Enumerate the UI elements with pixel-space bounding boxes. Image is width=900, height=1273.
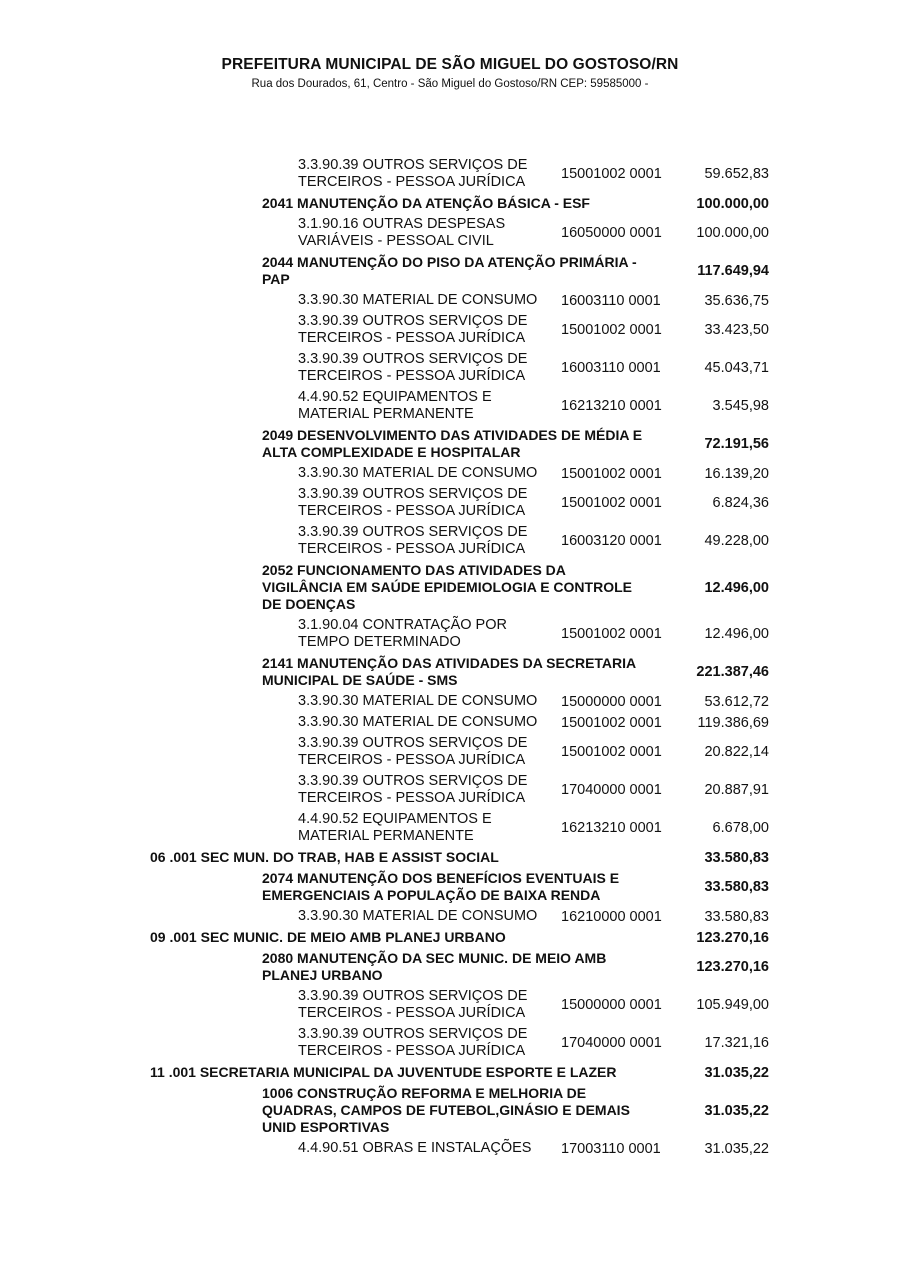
description-line: 3.3.90.30 MATERIAL DE CONSUMO [298,693,538,709]
description-line: 2141 MANUTENÇÃO DAS ATIVIDADES DA SECRETARIA [262,655,637,671]
source-code: 17040000 0001 [561,1035,662,1051]
description-line: TERCEIROS - PESSOA JURÍDICA [298,1043,526,1059]
amount-value: 16.139,20 [704,465,769,482]
action-row [150,425,775,463]
action-row [150,653,775,691]
description-line: TERCEIROS - PESSOA JURÍDICA [298,330,526,346]
row-description [298,313,553,347]
source-code: 15000000 0001 [561,997,662,1013]
amount-value: 33.423,50 [704,322,769,338]
action-row [150,1083,775,1138]
row-description [298,216,553,250]
amount-value: 59.652,83 [704,166,769,182]
action-row [150,560,775,615]
amount-value: 105.949,00 [696,997,769,1013]
source-code: 15001002 0001 [561,166,662,182]
expense-row [150,214,775,252]
amount-value: 20.822,14 [704,744,769,760]
amount-value: 117.649,94 [697,263,769,279]
expense-row [150,1138,775,1159]
action-row [150,252,775,290]
description-line: 2074 MANUTENÇÃO DOS BENEFÍCIOS EVENTUAIS E [262,870,620,886]
description-line: 3.1.90.16 OUTRAS DESPESAS [298,216,506,232]
expense-row [150,349,775,387]
amount-value: 20.887,91 [704,782,769,798]
description-line: 3.3.90.39 OUTROS SERVIÇOS DE [298,988,528,1004]
amount-value: 3.545,98 [712,398,769,414]
amount-value: 72.191,56 [704,436,769,452]
description-line: TERCEIROS - PESSOA JURÍDICA [298,1005,526,1021]
row-description [298,524,553,558]
expense-row [150,155,775,193]
description-line: 09 .001 SEC MUNIC. DE MEIO AMB PLANEJ URBANO [150,929,506,945]
description-line: 11 .001 SECRETARIA MUNICIPAL DA JUVENTUDE ESPORTE E LAZER [150,1064,617,1080]
source-code: 16003110 0001 [561,360,661,376]
expense-row [150,733,775,771]
source-code: 16210000 0001 [561,908,662,925]
row-description [298,1026,553,1060]
amount-value: 6.824,36 [712,495,769,511]
amount-value: 53.612,72 [704,693,769,710]
row-description [298,693,553,710]
row-description [262,427,677,461]
source-code: 15001002 0001 [561,465,662,482]
amount-value: 33.580,83 [704,908,769,925]
document-header [0,56,900,90]
amount-value: 31.035,22 [704,1140,769,1157]
expense-row [150,311,775,349]
description-line: 3.3.90.30 MATERIAL DE CONSUMO [298,292,538,308]
description-line: TERCEIROS - PESSOA JURÍDICA [298,541,526,557]
amount-value: 123.270,16 [696,929,769,946]
row-description [298,908,553,925]
budget-table [150,155,775,1159]
document-address: Rua dos Dourados, 61, Centro - São Miguel do Gostoso/RN CEP: 59585000 - [251,78,649,90]
expense-row [150,484,775,522]
description-line: TERCEIROS - PESSOA JURÍDICA [298,790,526,806]
source-code: 15001002 0001 [561,714,662,731]
department-row [150,927,775,948]
description-line: MATERIAL PERMANENTE [298,828,474,844]
action-row [150,193,775,214]
row-description [298,988,553,1022]
source-code: 16213210 0001 [561,820,662,836]
amount-value: 100.000,00 [696,195,769,212]
description-line: 3.3.90.39 OUTROS SERVIÇOS DE [298,486,528,502]
description-line: 3.3.90.30 MATERIAL DE CONSUMO [298,908,538,924]
amount-value: 31.035,22 [704,1102,769,1119]
source-code: 15000000 0001 [561,693,662,710]
row-description [298,735,553,769]
row-description [262,195,677,212]
description-line: 3.3.90.39 OUTROS SERVIÇOS DE [298,524,528,540]
description-line: 06 .001 SEC MUN. DO TRAB, HAB E ASSIST SOCIAL [150,849,499,865]
action-row [150,868,775,906]
row-description [150,1064,650,1081]
amount-value: 221.387,46 [696,664,769,680]
row-description [150,929,650,946]
description-line: 3.3.90.39 OUTROS SERVIÇOS DE [298,735,528,751]
row-description [298,773,553,807]
description-line: PLANEJ URBANO [262,967,383,983]
description-line: EMERGENCIAIS A POPULAÇÃO DE BAIXA RENDA [262,887,601,903]
document-title: PREFEITURA MUNICIPAL DE SÃO MIGUEL DO GOSTOSO/RN [221,56,679,73]
expense-row [150,906,775,927]
expense-row [150,615,775,653]
amount-value: 49.228,00 [704,533,769,549]
description-line: 1006 CONSTRUÇÃO REFORMA E MELHORIA DE [262,1085,587,1101]
description-line: 3.3.90.39 OUTROS SERVIÇOS DE [298,351,528,367]
source-code: 17003110 0001 [561,1140,661,1157]
description-line: ALTA COMPLEXIDADE E HOSPITALAR [262,444,521,460]
row-description [298,486,553,520]
description-line: 3.3.90.39 OUTROS SERVIÇOS DE [298,1026,528,1042]
description-line: PAP [262,271,290,287]
row-description [298,714,553,731]
description-line: 2044 MANUTENÇÃO DO PISO DA ATENÇÃO PRIMÁRIA - [262,254,637,270]
description-line: 2041 MANUTENÇÃO DA ATENÇÃO BÁSICA - ESF [262,195,590,211]
row-description [150,849,650,866]
row-description [262,254,677,288]
row-description [262,950,677,984]
row-description [298,389,553,423]
row-description [262,1085,677,1136]
expense-row [150,290,775,311]
amount-value: 17.321,16 [704,1035,769,1051]
description-line: DE DOENÇAS [262,596,356,612]
amount-value: 33.580,83 [704,879,769,895]
source-code: 16213210 0001 [561,398,662,414]
source-code: 15001002 0001 [561,626,662,642]
expense-row [150,771,775,809]
source-code: 17040000 0001 [561,782,662,798]
row-description [298,157,553,191]
description-line: 3.3.90.30 MATERIAL DE CONSUMO [298,714,538,730]
description-line: MUNICIPAL DE SAÚDE - SMS [262,672,458,688]
description-line: 4.4.90.51 OBRAS E INSTALAÇÕES [298,1140,532,1156]
amount-value: 6.678,00 [712,820,769,836]
amount-value: 31.035,22 [704,1064,769,1081]
row-description [298,1140,553,1157]
expense-row [150,986,775,1024]
amount-value: 100.000,00 [696,225,769,241]
expense-row [150,691,775,712]
description-line: TERCEIROS - PESSOA JURÍDICA [298,752,526,768]
row-description [262,562,677,613]
description-line: UNID ESPORTIVAS [262,1119,390,1135]
amount-value: 119.386,69 [697,714,769,731]
expense-row [150,809,775,847]
description-line: 3.3.90.39 OUTROS SERVIÇOS DE [298,157,528,173]
row-description [262,870,677,904]
department-row [150,847,775,868]
description-line: 3.3.90.39 OUTROS SERVIÇOS DE [298,313,528,329]
description-line: 3.3.90.30 MATERIAL DE CONSUMO [298,465,538,481]
description-line: 3.1.90.04 CONTRATAÇÃO POR [298,617,507,633]
source-code: 16050000 0001 [561,225,662,241]
description-line: VIGILÂNCIA EM SAÚDE EPIDEMIOLOGIA E CONTROLE [262,579,632,595]
amount-value: 123.270,16 [696,959,769,975]
description-line: 2080 MANUTENÇÃO DA SEC MUNIC. DE MEIO AMB [262,950,607,966]
description-line: VARIÁVEIS - PESSOAL CIVIL [298,233,494,249]
row-description [262,655,677,689]
expense-row [150,712,775,733]
description-line: 4.4.90.52 EQUIPAMENTOS E [298,811,492,827]
expense-row [150,387,775,425]
amount-value: 35.636,75 [704,292,769,309]
row-description [298,351,553,385]
expense-row [150,522,775,560]
amount-value: 45.043,71 [704,360,769,376]
source-code: 15001002 0001 [561,744,662,760]
expense-row [150,1024,775,1062]
description-line: TERCEIROS - PESSOA JURÍDICA [298,368,526,384]
description-line: 2052 FUNCIONAMENTO DAS ATIVIDADES DA [262,562,566,578]
description-line: TERCEIROS - PESSOA JURÍDICA [298,503,526,519]
description-line: 4.4.90.52 EQUIPAMENTOS E [298,389,492,405]
description-line: QUADRAS, CAMPOS DE FUTEBOL,GINÁSIO E DEMAIS [262,1102,630,1118]
source-code: 16003120 0001 [561,533,662,549]
description-line: 3.3.90.39 OUTROS SERVIÇOS DE [298,773,528,789]
description-line: TEMPO DETERMINADO [298,634,461,650]
amount-value: 12.496,00 [704,579,769,596]
description-line: 2049 DESENVOLVIMENTO DAS ATIVIDADES DE MÉDIA E [262,427,643,443]
department-row [150,1062,775,1083]
amount-value: 33.580,83 [704,849,769,866]
source-code: 16003110 0001 [561,292,661,309]
source-code: 15001002 0001 [561,495,662,511]
description-line: MATERIAL PERMANENTE [298,406,474,422]
row-description [298,811,553,845]
source-code: 15001002 0001 [561,322,662,338]
row-description [298,465,553,482]
description-line: TERCEIROS - PESSOA JURÍDICA [298,174,526,190]
row-description [298,617,553,651]
expense-row [150,463,775,484]
row-description [298,292,553,309]
action-row [150,948,775,986]
amount-value: 12.496,00 [704,626,769,642]
